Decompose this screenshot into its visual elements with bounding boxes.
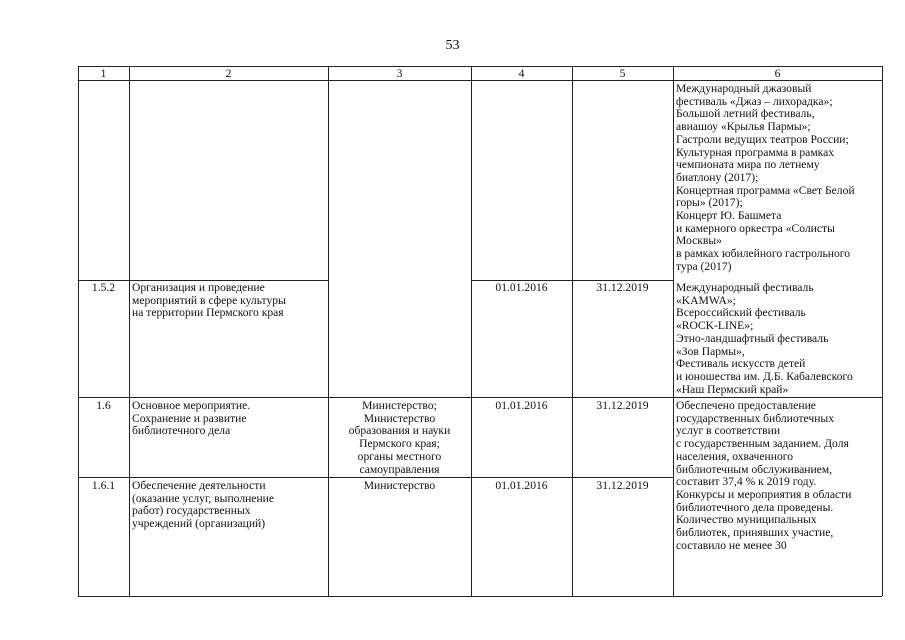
event-name: Организация и проведение мероприятий в сфере культуры на территории Пермского края <box>132 281 286 320</box>
row-number: 1.6 <box>96 399 111 412</box>
column-header-5: 5 <box>619 67 626 80</box>
start-date: 01.01.2016 <box>495 399 548 412</box>
result-cell: Обеспечено предоставление государственных библиотечных услуг в соответствии с государственным заданием. Доля населения, охваченного библиотечным обслуживанием, составит 37,4 % к 2019 году. Конкурсы и мероприятия в области библиотечного дела проведены. Количество муниципальных библиотек, принявших участие, составило не менее 30 <box>676 399 852 552</box>
end-date: 31.12.2019 <box>596 281 649 294</box>
end-date: 31.12.2019 <box>596 479 649 492</box>
event-name: Обеспечение деятельности (оказание услуг, выполнение работ) государственных учреждений (организаций) <box>132 479 275 531</box>
start-date: 01.01.2016 <box>495 479 548 492</box>
end-date: 31.12.2019 <box>596 399 649 412</box>
result-cell: Международный фестиваль «KAMWA»; Всероссийский фестиваль «ROCK-LINE»; Этно-ландшафтный фестиваль «Зов Пармы», Фестиваль искусств детей и юношества им. Д.Б. Кабалевского «Наш Пермский край» <box>676 281 853 396</box>
start-date: 01.01.2016 <box>495 281 548 294</box>
column-header-4: 4 <box>518 67 525 80</box>
row-number: 1.6.1 <box>91 479 116 492</box>
column-header-6: 6 <box>774 67 781 80</box>
event-name: Основное мероприятие. Сохранение и развитие библиотечного дела <box>132 399 251 438</box>
row-number: 1.5.2 <box>91 281 116 294</box>
result-cell: Международный джазовый фестиваль «Джаз – лихорадка»; Большой летний фестиваль, авиашоу «Крылья Пармы»; Гастроли ведущих театров России; Культурная программа в рамках чемпионата мира по летнему биатлону (2017); Концертная программа «Свет Белой горы» (2017); Концерт Ю. Башмета и камерного оркестра «Солисты Москвы» в рамках юбилейного гастрольного тура (2017) <box>676 82 855 273</box>
column-header-1: 1 <box>100 67 107 80</box>
column-header-2: 2 <box>225 67 232 80</box>
page-number: 53 <box>445 38 460 53</box>
program-table <box>78 66 882 596</box>
column-header-3: 3 <box>396 67 403 80</box>
executor-cell: Министерство; Министерство образования и науки Пермского края; органы местного самоуправления <box>348 399 451 476</box>
executor-cell: Министерство <box>363 479 436 492</box>
